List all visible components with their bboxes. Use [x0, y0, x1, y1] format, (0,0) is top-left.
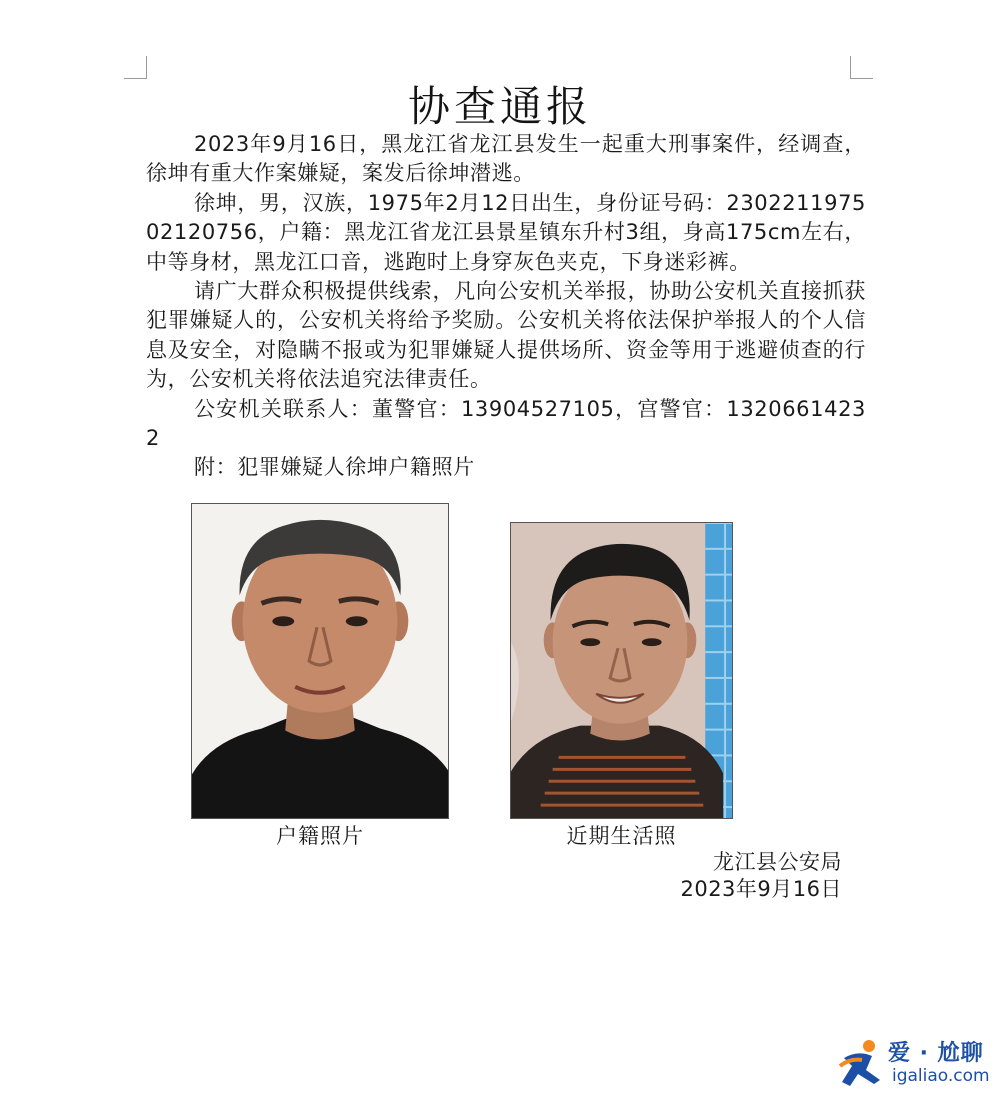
- paragraph-case: 2023年9月16日，黑龙江省龙江县发生一起重大刑事案件，经调查，徐坤有重大作案嫌疑，案发后徐坤潜逃。: [146, 132, 866, 186]
- paragraph-attachment: 附：犯罪嫌疑人徐坤户籍照片: [194, 455, 475, 480]
- paragraph-suspect-info: 徐坤，男，汉族，1975年2月12日出生，身份证号码：230221197502120756，户籍：黑龙江省龙江县景星镇东升村3组，身高175cm左右，中等身材，黑龙江口音，逃跑时上身穿灰色夹克，下身迷彩裤。: [146, 190, 866, 274]
- issuing-organization: 龙江县公安局: [713, 850, 842, 874]
- document-title: 协查通报: [407, 82, 592, 131]
- watermark-site-url: igaliao.com: [892, 1066, 990, 1086]
- watermark-site-name: 爱 · 尬聊: [888, 1041, 984, 1066]
- recent-photo-caption: 近期生活照: [566, 824, 677, 848]
- paragraph-contacts: 公安机关联系人：董警官：13904527105，宫警官：13206614232: [146, 396, 866, 451]
- recent-life-photo: [510, 522, 733, 819]
- document-body: [146, 130, 866, 483]
- issue-date: 2023年9月16日: [680, 877, 842, 901]
- paragraph-appeal: 请广大群众积极提供线索，凡向公安机关举报，协助公安机关直接抓获犯罪嫌疑人的，公安机关将给予奖励。公安机关将依法保护举报人的个人信息及安全，对隐瞒不报或为犯罪嫌疑人提供场所、资金等用于逃避侦查的行为，公安机关将依法追究法律责任。: [146, 279, 866, 392]
- site-watermark: [836, 1032, 996, 1094]
- household-photo-caption: 户籍照片: [276, 824, 364, 848]
- household-registration-photo: [191, 503, 449, 819]
- running-figure-logo-icon: [836, 1036, 890, 1090]
